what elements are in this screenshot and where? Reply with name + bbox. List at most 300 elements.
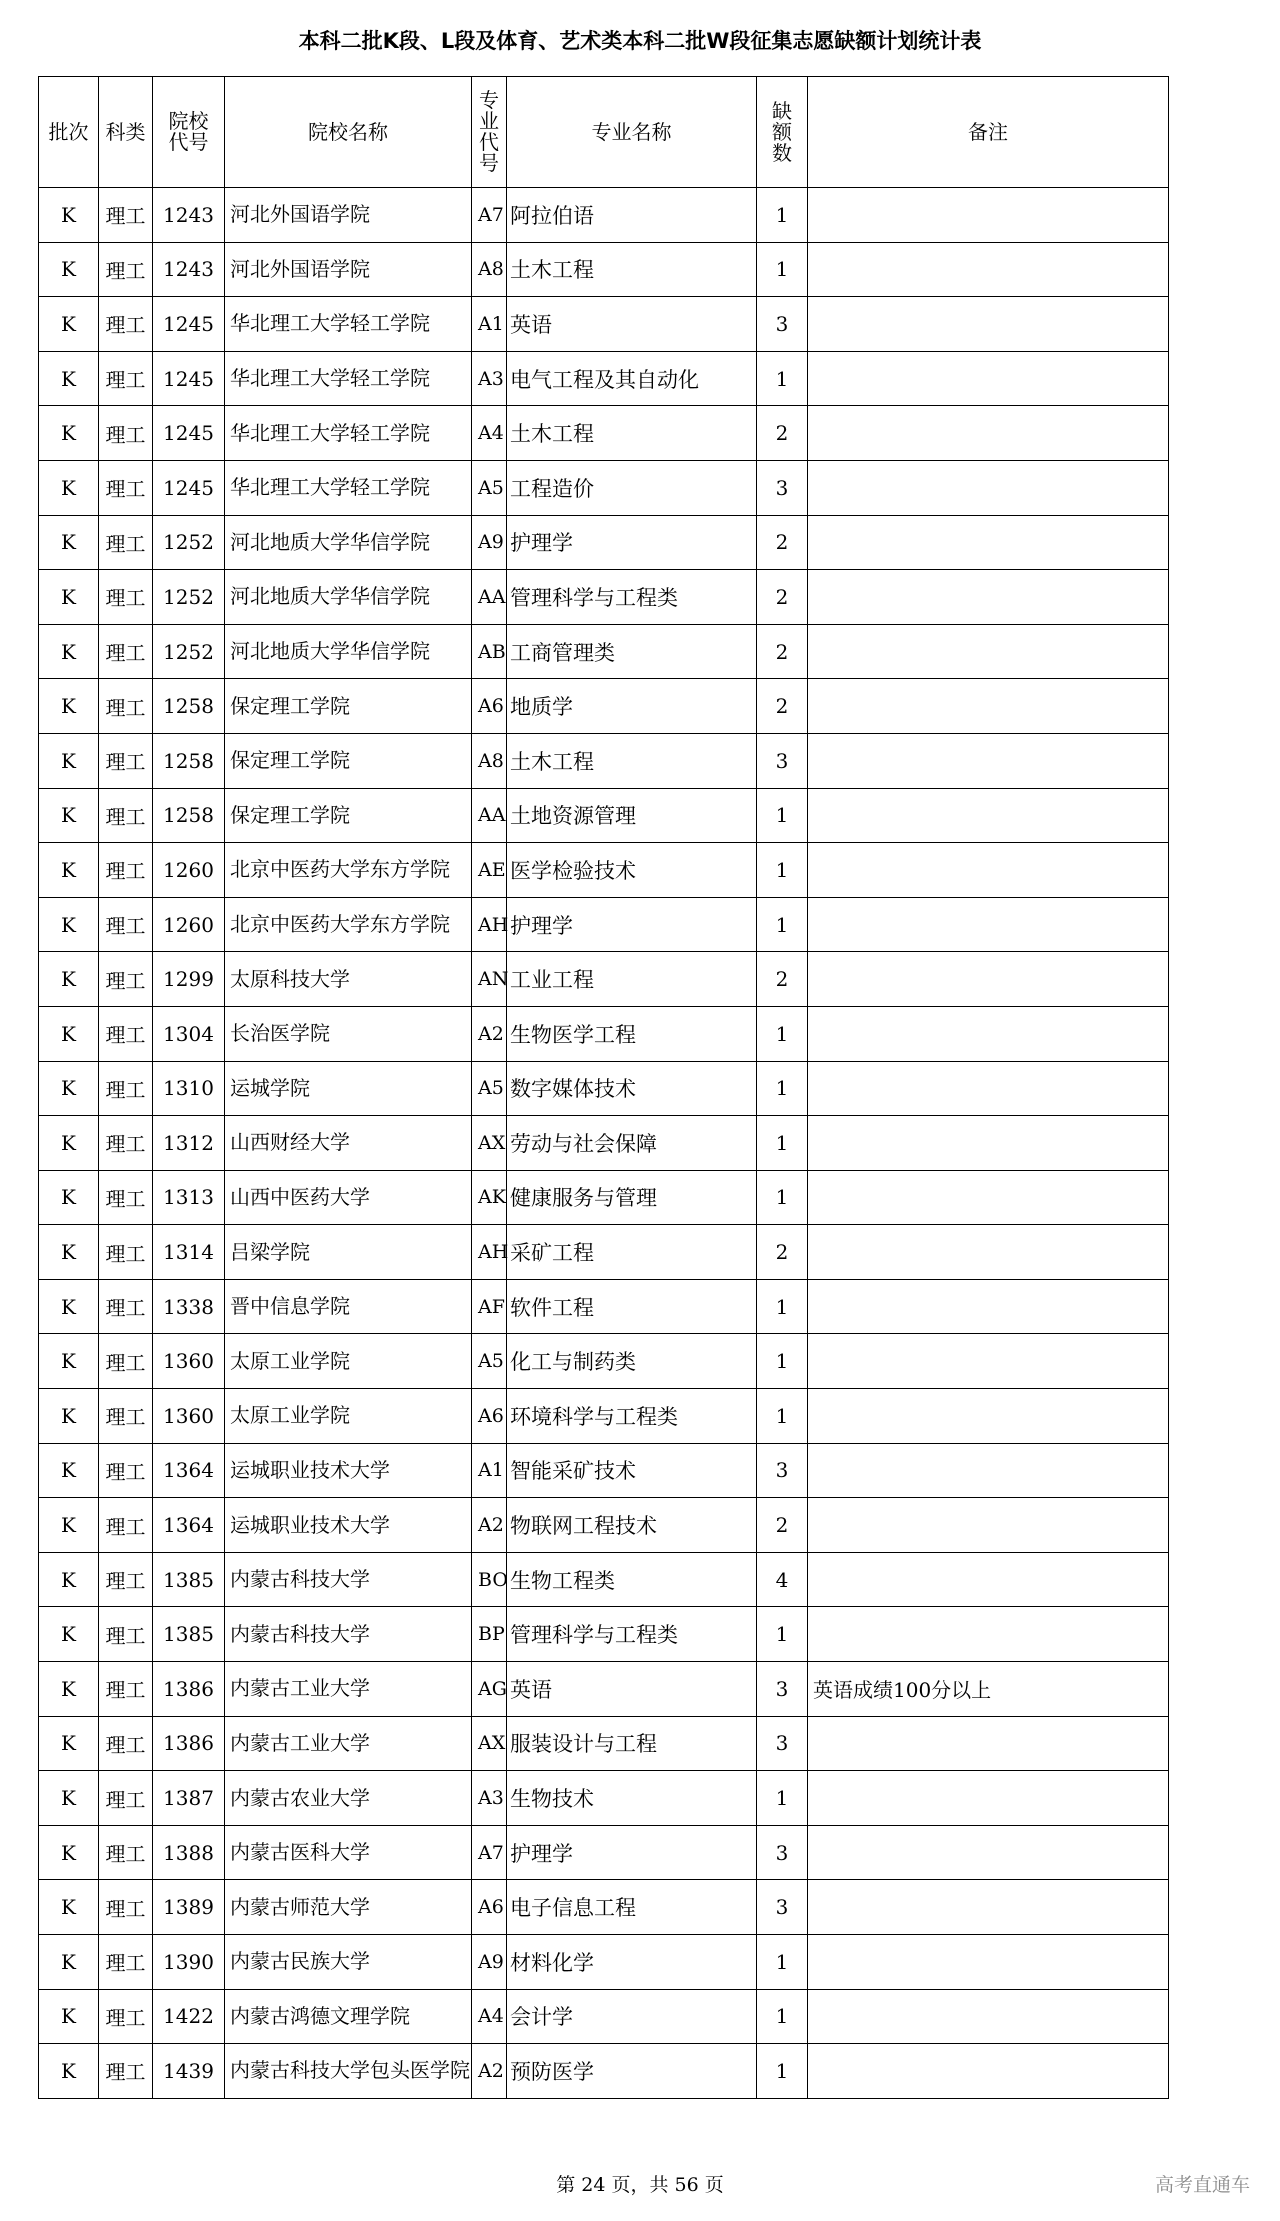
cell-category: 理工 bbox=[99, 1170, 153, 1225]
cell-major-name: 生物医学工程 bbox=[507, 1006, 757, 1061]
cell-major-name: 劳动与社会保障 bbox=[507, 1116, 757, 1171]
cell-major-code: AX bbox=[472, 1716, 507, 1771]
cell-major-name: 预防医学 bbox=[507, 2044, 757, 2099]
cell-major-code: A2 bbox=[472, 1498, 507, 1553]
table-row bbox=[39, 1498, 1169, 1553]
cell-major-code: A8 bbox=[472, 733, 507, 788]
cell-category: 理工 bbox=[99, 570, 153, 625]
cell-school-name: 内蒙古鸿德文理学院 bbox=[225, 1989, 472, 2044]
cell-notes bbox=[808, 1716, 1169, 1771]
cell-notes bbox=[808, 1989, 1169, 2044]
cell-school-name: 北京中医药大学东方学院 bbox=[225, 843, 472, 898]
header-school-name: 院校名称 bbox=[225, 77, 472, 188]
cell-school-code: 1386 bbox=[153, 1716, 225, 1771]
cell-batch: K bbox=[39, 1389, 99, 1444]
cell-vacancies: 1 bbox=[757, 1771, 808, 1826]
cell-major-code: AG bbox=[472, 1662, 507, 1717]
cell-notes bbox=[808, 1279, 1169, 1334]
cell-school-name: 太原工业学院 bbox=[225, 1334, 472, 1389]
table-row bbox=[39, 460, 1169, 515]
cell-category: 理工 bbox=[99, 1716, 153, 1771]
cell-batch: K bbox=[39, 297, 99, 352]
cell-major-name: 土木工程 bbox=[507, 406, 757, 461]
cell-category: 理工 bbox=[99, 843, 153, 898]
cell-major-name: 会计学 bbox=[507, 1989, 757, 2044]
table-row bbox=[39, 1935, 1169, 1990]
cell-school-name: 太原科技大学 bbox=[225, 952, 472, 1007]
table-row bbox=[39, 515, 1169, 570]
cell-batch: K bbox=[39, 1935, 99, 1990]
cell-batch: K bbox=[39, 733, 99, 788]
cell-vacancies: 1 bbox=[757, 242, 808, 297]
cell-school-name: 河北外国语学院 bbox=[225, 242, 472, 297]
cell-vacancies: 1 bbox=[757, 1279, 808, 1334]
header-vacancies: 缺额数 bbox=[757, 77, 808, 188]
cell-batch: K bbox=[39, 242, 99, 297]
cell-batch: K bbox=[39, 1116, 99, 1171]
cell-school-code: 1299 bbox=[153, 952, 225, 1007]
cell-major-code: A7 bbox=[472, 188, 507, 243]
cell-batch: K bbox=[39, 1006, 99, 1061]
cell-batch: K bbox=[39, 2044, 99, 2099]
cell-school-code: 1390 bbox=[153, 1935, 225, 1990]
cell-school-code: 1243 bbox=[153, 188, 225, 243]
cell-major-code: AH bbox=[472, 1225, 507, 1280]
cell-major-name: 土地资源管理 bbox=[507, 788, 757, 843]
cell-major-name: 软件工程 bbox=[507, 1279, 757, 1334]
cell-school-name: 内蒙古工业大学 bbox=[225, 1716, 472, 1771]
cell-category: 理工 bbox=[99, 788, 153, 843]
cell-school-code: 1245 bbox=[153, 406, 225, 461]
table-row bbox=[39, 1389, 1169, 1444]
cell-school-code: 1310 bbox=[153, 1061, 225, 1116]
cell-category: 理工 bbox=[99, 188, 153, 243]
cell-batch: K bbox=[39, 1825, 99, 1880]
cell-school-code: 1313 bbox=[153, 1170, 225, 1225]
cell-batch: K bbox=[39, 1880, 99, 1935]
header-major-code: 专业代号 bbox=[472, 77, 507, 188]
table-row bbox=[39, 1334, 1169, 1389]
cell-major-code: A2 bbox=[472, 1006, 507, 1061]
cell-school-name: 内蒙古民族大学 bbox=[225, 1935, 472, 1990]
cell-major-name: 护理学 bbox=[507, 1825, 757, 1880]
cell-batch: K bbox=[39, 570, 99, 625]
cell-major-name: 采矿工程 bbox=[507, 1225, 757, 1280]
cell-major-name: 生物技术 bbox=[507, 1771, 757, 1826]
cell-school-code: 1338 bbox=[153, 1279, 225, 1334]
cell-batch: K bbox=[39, 1662, 99, 1717]
cell-major-code: A9 bbox=[472, 515, 507, 570]
table-row bbox=[39, 1716, 1169, 1771]
vacancy-table bbox=[38, 76, 1169, 2099]
cell-school-name: 河北地质大学华信学院 bbox=[225, 624, 472, 679]
cell-vacancies: 3 bbox=[757, 460, 808, 515]
cell-notes bbox=[808, 460, 1169, 515]
cell-major-name: 电气工程及其自动化 bbox=[507, 351, 757, 406]
watermark: 高考直通车 bbox=[1154, 2174, 1250, 2196]
cell-batch: K bbox=[39, 1279, 99, 1334]
cell-batch: K bbox=[39, 351, 99, 406]
cell-batch: K bbox=[39, 1170, 99, 1225]
cell-major-name: 材料化学 bbox=[507, 1935, 757, 1990]
cell-category: 理工 bbox=[99, 897, 153, 952]
cell-category: 理工 bbox=[99, 1771, 153, 1826]
cell-batch: K bbox=[39, 1552, 99, 1607]
cell-school-code: 1389 bbox=[153, 1880, 225, 1935]
cell-vacancies: 1 bbox=[757, 1006, 808, 1061]
cell-vacancies: 1 bbox=[757, 1170, 808, 1225]
cell-school-name: 河北地质大学华信学院 bbox=[225, 570, 472, 625]
cell-major-name: 地质学 bbox=[507, 679, 757, 734]
cell-batch: K bbox=[39, 897, 99, 952]
cell-school-name: 河北外国语学院 bbox=[225, 188, 472, 243]
cell-major-code: A5 bbox=[472, 1061, 507, 1116]
header-batch: 批次 bbox=[39, 77, 99, 188]
cell-school-name: 运城职业技术大学 bbox=[225, 1498, 472, 1553]
table-row bbox=[39, 1662, 1169, 1717]
cell-school-name: 长治医学院 bbox=[225, 1006, 472, 1061]
cell-notes bbox=[808, 1334, 1169, 1389]
cell-batch: K bbox=[39, 1061, 99, 1116]
cell-notes bbox=[808, 2044, 1169, 2099]
cell-major-code: A8 bbox=[472, 242, 507, 297]
cell-notes bbox=[808, 188, 1169, 243]
cell-major-code: A7 bbox=[472, 1825, 507, 1880]
cell-category: 理工 bbox=[99, 1006, 153, 1061]
cell-school-name: 吕梁学院 bbox=[225, 1225, 472, 1280]
cell-major-code: AX bbox=[472, 1116, 507, 1171]
cell-school-code: 1388 bbox=[153, 1825, 225, 1880]
table-row bbox=[39, 897, 1169, 952]
table-row bbox=[39, 624, 1169, 679]
table-row bbox=[39, 733, 1169, 788]
table-row bbox=[39, 188, 1169, 243]
cell-school-code: 1387 bbox=[153, 1771, 225, 1826]
cell-category: 理工 bbox=[99, 1116, 153, 1171]
cell-school-code: 1312 bbox=[153, 1116, 225, 1171]
table-row bbox=[39, 1771, 1169, 1826]
cell-vacancies: 2 bbox=[757, 624, 808, 679]
cell-major-code: AH bbox=[472, 897, 507, 952]
cell-vacancies: 1 bbox=[757, 351, 808, 406]
cell-school-code: 1258 bbox=[153, 733, 225, 788]
cell-vacancies: 2 bbox=[757, 406, 808, 461]
cell-notes bbox=[808, 1498, 1169, 1553]
cell-notes bbox=[808, 1825, 1169, 1880]
table-row bbox=[39, 1989, 1169, 2044]
cell-school-name: 内蒙古医科大学 bbox=[225, 1825, 472, 1880]
cell-notes bbox=[808, 570, 1169, 625]
cell-notes bbox=[808, 242, 1169, 297]
cell-major-name: 工业工程 bbox=[507, 952, 757, 1007]
cell-vacancies: 2 bbox=[757, 515, 808, 570]
cell-school-name: 河北地质大学华信学院 bbox=[225, 515, 472, 570]
cell-category: 理工 bbox=[99, 1443, 153, 1498]
cell-school-name: 山西中医药大学 bbox=[225, 1170, 472, 1225]
cell-notes bbox=[808, 1006, 1169, 1061]
cell-batch: K bbox=[39, 460, 99, 515]
cell-major-code: A9 bbox=[472, 1935, 507, 1990]
cell-category: 理工 bbox=[99, 1552, 153, 1607]
cell-school-code: 1252 bbox=[153, 570, 225, 625]
cell-major-code: A3 bbox=[472, 1771, 507, 1826]
cell-vacancies: 3 bbox=[757, 733, 808, 788]
cell-major-name: 土木工程 bbox=[507, 733, 757, 788]
cell-vacancies: 3 bbox=[757, 1880, 808, 1935]
cell-major-name: 阿拉伯语 bbox=[507, 188, 757, 243]
cell-notes bbox=[808, 1935, 1169, 1990]
header-major-name: 专业名称 bbox=[507, 77, 757, 188]
cell-category: 理工 bbox=[99, 1498, 153, 1553]
cell-major-code: A5 bbox=[472, 460, 507, 515]
cell-notes bbox=[808, 297, 1169, 352]
cell-vacancies: 1 bbox=[757, 188, 808, 243]
cell-notes bbox=[808, 1170, 1169, 1225]
table-body bbox=[39, 188, 1169, 2099]
cell-school-code: 1260 bbox=[153, 843, 225, 898]
cell-notes bbox=[808, 733, 1169, 788]
cell-vacancies: 3 bbox=[757, 1662, 808, 1717]
cell-school-code: 1245 bbox=[153, 351, 225, 406]
cell-category: 理工 bbox=[99, 1279, 153, 1334]
cell-notes bbox=[808, 1880, 1169, 1935]
header-category: 科类 bbox=[99, 77, 153, 188]
cell-major-code: AB bbox=[472, 624, 507, 679]
cell-major-code: A6 bbox=[472, 679, 507, 734]
cell-school-name: 保定理工学院 bbox=[225, 788, 472, 843]
cell-category: 理工 bbox=[99, 351, 153, 406]
table-row bbox=[39, 570, 1169, 625]
cell-school-code: 1360 bbox=[153, 1334, 225, 1389]
cell-major-code: A6 bbox=[472, 1880, 507, 1935]
cell-school-name: 运城学院 bbox=[225, 1061, 472, 1116]
cell-notes bbox=[808, 1552, 1169, 1607]
table-row bbox=[39, 242, 1169, 297]
cell-major-code: AA bbox=[472, 788, 507, 843]
cell-vacancies: 3 bbox=[757, 1825, 808, 1880]
cell-school-code: 1258 bbox=[153, 788, 225, 843]
cell-notes: 英语成绩100分以上 bbox=[808, 1662, 1169, 1717]
cell-school-name: 华北理工大学轻工学院 bbox=[225, 297, 472, 352]
cell-vacancies: 2 bbox=[757, 1225, 808, 1280]
cell-major-code: BP bbox=[472, 1607, 507, 1662]
cell-vacancies: 2 bbox=[757, 679, 808, 734]
cell-major-code: A4 bbox=[472, 406, 507, 461]
cell-school-code: 1252 bbox=[153, 515, 225, 570]
cell-major-name: 管理科学与工程类 bbox=[507, 570, 757, 625]
cell-school-code: 1245 bbox=[153, 460, 225, 515]
cell-category: 理工 bbox=[99, 1061, 153, 1116]
table-row bbox=[39, 788, 1169, 843]
cell-major-name: 土木工程 bbox=[507, 242, 757, 297]
table-row bbox=[39, 1825, 1169, 1880]
cell-major-code: BO bbox=[472, 1552, 507, 1607]
cell-category: 理工 bbox=[99, 624, 153, 679]
cell-batch: K bbox=[39, 1989, 99, 2044]
cell-school-name: 内蒙古农业大学 bbox=[225, 1771, 472, 1826]
cell-school-name: 内蒙古科技大学 bbox=[225, 1607, 472, 1662]
table-row bbox=[39, 1061, 1169, 1116]
table-row bbox=[39, 952, 1169, 1007]
cell-vacancies: 1 bbox=[757, 1116, 808, 1171]
header-school-code: 院校代号 bbox=[153, 77, 225, 188]
cell-vacancies: 1 bbox=[757, 788, 808, 843]
cell-major-name: 工商管理类 bbox=[507, 624, 757, 679]
table-row bbox=[39, 1607, 1169, 1662]
table-row bbox=[39, 1279, 1169, 1334]
cell-notes bbox=[808, 1389, 1169, 1444]
cell-school-name: 内蒙古师范大学 bbox=[225, 1880, 472, 1935]
cell-major-code: A5 bbox=[472, 1334, 507, 1389]
cell-notes bbox=[808, 1061, 1169, 1116]
cell-notes bbox=[808, 1225, 1169, 1280]
cell-category: 理工 bbox=[99, 733, 153, 788]
cell-major-name: 智能采矿技术 bbox=[507, 1443, 757, 1498]
table-row bbox=[39, 1552, 1169, 1607]
cell-category: 理工 bbox=[99, 297, 153, 352]
cell-vacancies: 2 bbox=[757, 952, 808, 1007]
table-row bbox=[39, 1170, 1169, 1225]
cell-vacancies: 3 bbox=[757, 1443, 808, 1498]
cell-major-name: 英语 bbox=[507, 297, 757, 352]
cell-vacancies: 1 bbox=[757, 1935, 808, 1990]
cell-school-name: 太原工业学院 bbox=[225, 1389, 472, 1444]
cell-notes bbox=[808, 897, 1169, 952]
cell-vacancies: 1 bbox=[757, 843, 808, 898]
table-row bbox=[39, 679, 1169, 734]
cell-category: 理工 bbox=[99, 2044, 153, 2099]
cell-notes bbox=[808, 843, 1169, 898]
cell-category: 理工 bbox=[99, 1935, 153, 1990]
cell-batch: K bbox=[39, 843, 99, 898]
header-notes: 备注 bbox=[808, 77, 1169, 188]
cell-school-code: 1252 bbox=[153, 624, 225, 679]
cell-batch: K bbox=[39, 624, 99, 679]
cell-category: 理工 bbox=[99, 1989, 153, 2044]
cell-major-name: 护理学 bbox=[507, 515, 757, 570]
cell-notes bbox=[808, 1771, 1169, 1826]
cell-major-code: AF bbox=[472, 1279, 507, 1334]
cell-school-code: 1260 bbox=[153, 897, 225, 952]
cell-category: 理工 bbox=[99, 515, 153, 570]
table-header-row bbox=[39, 77, 1169, 188]
cell-batch: K bbox=[39, 188, 99, 243]
cell-category: 理工 bbox=[99, 1225, 153, 1280]
cell-batch: K bbox=[39, 406, 99, 461]
cell-vacancies: 1 bbox=[757, 2044, 808, 2099]
cell-category: 理工 bbox=[99, 1334, 153, 1389]
cell-school-name: 内蒙古工业大学 bbox=[225, 1662, 472, 1717]
cell-major-code: A1 bbox=[472, 297, 507, 352]
cell-school-name: 山西财经大学 bbox=[225, 1116, 472, 1171]
table-row bbox=[39, 297, 1169, 352]
cell-notes bbox=[808, 1116, 1169, 1171]
cell-batch: K bbox=[39, 1498, 99, 1553]
cell-school-code: 1304 bbox=[153, 1006, 225, 1061]
cell-batch: K bbox=[39, 1443, 99, 1498]
cell-major-code: AA bbox=[472, 570, 507, 625]
cell-school-name: 北京中医药大学东方学院 bbox=[225, 897, 472, 952]
cell-notes bbox=[808, 952, 1169, 1007]
cell-school-name: 保定理工学院 bbox=[225, 733, 472, 788]
cell-major-name: 服装设计与工程 bbox=[507, 1716, 757, 1771]
cell-major-name: 医学检验技术 bbox=[507, 843, 757, 898]
table-row bbox=[39, 1116, 1169, 1171]
cell-school-code: 1385 bbox=[153, 1552, 225, 1607]
table-row bbox=[39, 1443, 1169, 1498]
cell-school-name: 内蒙古科技大学包头医学院 bbox=[225, 2044, 472, 2099]
cell-batch: K bbox=[39, 952, 99, 1007]
cell-batch: K bbox=[39, 515, 99, 570]
cell-vacancies: 1 bbox=[757, 1061, 808, 1116]
cell-vacancies: 3 bbox=[757, 297, 808, 352]
cell-major-code: A1 bbox=[472, 1443, 507, 1498]
cell-vacancies: 1 bbox=[757, 1389, 808, 1444]
cell-batch: K bbox=[39, 1607, 99, 1662]
cell-vacancies: 1 bbox=[757, 1334, 808, 1389]
cell-vacancies: 3 bbox=[757, 1716, 808, 1771]
cell-school-code: 1439 bbox=[153, 2044, 225, 2099]
cell-major-name: 物联网工程技术 bbox=[507, 1498, 757, 1553]
cell-vacancies: 2 bbox=[757, 570, 808, 625]
cell-school-code: 1243 bbox=[153, 242, 225, 297]
cell-batch: K bbox=[39, 1225, 99, 1280]
cell-vacancies: 1 bbox=[757, 1607, 808, 1662]
cell-major-name: 健康服务与管理 bbox=[507, 1170, 757, 1225]
cell-major-code: A6 bbox=[472, 1389, 507, 1444]
cell-school-code: 1422 bbox=[153, 1989, 225, 2044]
table-row bbox=[39, 406, 1169, 461]
cell-major-name: 化工与制药类 bbox=[507, 1334, 757, 1389]
cell-notes bbox=[808, 679, 1169, 734]
cell-category: 理工 bbox=[99, 1662, 153, 1717]
cell-school-name: 华北理工大学轻工学院 bbox=[225, 351, 472, 406]
cell-school-code: 1364 bbox=[153, 1443, 225, 1498]
cell-school-code: 1364 bbox=[153, 1498, 225, 1553]
cell-notes bbox=[808, 406, 1169, 461]
cell-major-code: AK bbox=[472, 1170, 507, 1225]
cell-school-code: 1386 bbox=[153, 1662, 225, 1717]
cell-notes bbox=[808, 624, 1169, 679]
table-row bbox=[39, 1225, 1169, 1280]
cell-major-name: 英语 bbox=[507, 1662, 757, 1717]
cell-major-name: 环境科学与工程类 bbox=[507, 1389, 757, 1444]
cell-category: 理工 bbox=[99, 406, 153, 461]
cell-major-code: A4 bbox=[472, 1989, 507, 2044]
page-title: 本科二批K段、L段及体育、艺术类本科二批W段征集志愿缺额计划统计表 bbox=[298, 29, 982, 53]
cell-school-code: 1314 bbox=[153, 1225, 225, 1280]
cell-school-name: 晋中信息学院 bbox=[225, 1279, 472, 1334]
cell-major-name: 数字媒体技术 bbox=[507, 1061, 757, 1116]
cell-school-name: 运城职业技术大学 bbox=[225, 1443, 472, 1498]
cell-major-code: AE bbox=[472, 843, 507, 898]
cell-school-name: 保定理工学院 bbox=[225, 679, 472, 734]
cell-major-name: 电子信息工程 bbox=[507, 1880, 757, 1935]
cell-vacancies: 2 bbox=[757, 1498, 808, 1553]
cell-major-name: 管理科学与工程类 bbox=[507, 1607, 757, 1662]
table-row bbox=[39, 1006, 1169, 1061]
table-row bbox=[39, 1880, 1169, 1935]
cell-notes bbox=[808, 515, 1169, 570]
cell-notes bbox=[808, 1443, 1169, 1498]
table-row bbox=[39, 351, 1169, 406]
cell-category: 理工 bbox=[99, 1825, 153, 1880]
cell-school-code: 1258 bbox=[153, 679, 225, 734]
cell-school-name: 华北理工大学轻工学院 bbox=[225, 406, 472, 461]
cell-batch: K bbox=[39, 788, 99, 843]
cell-vacancies: 1 bbox=[757, 1989, 808, 2044]
cell-vacancies: 4 bbox=[757, 1552, 808, 1607]
